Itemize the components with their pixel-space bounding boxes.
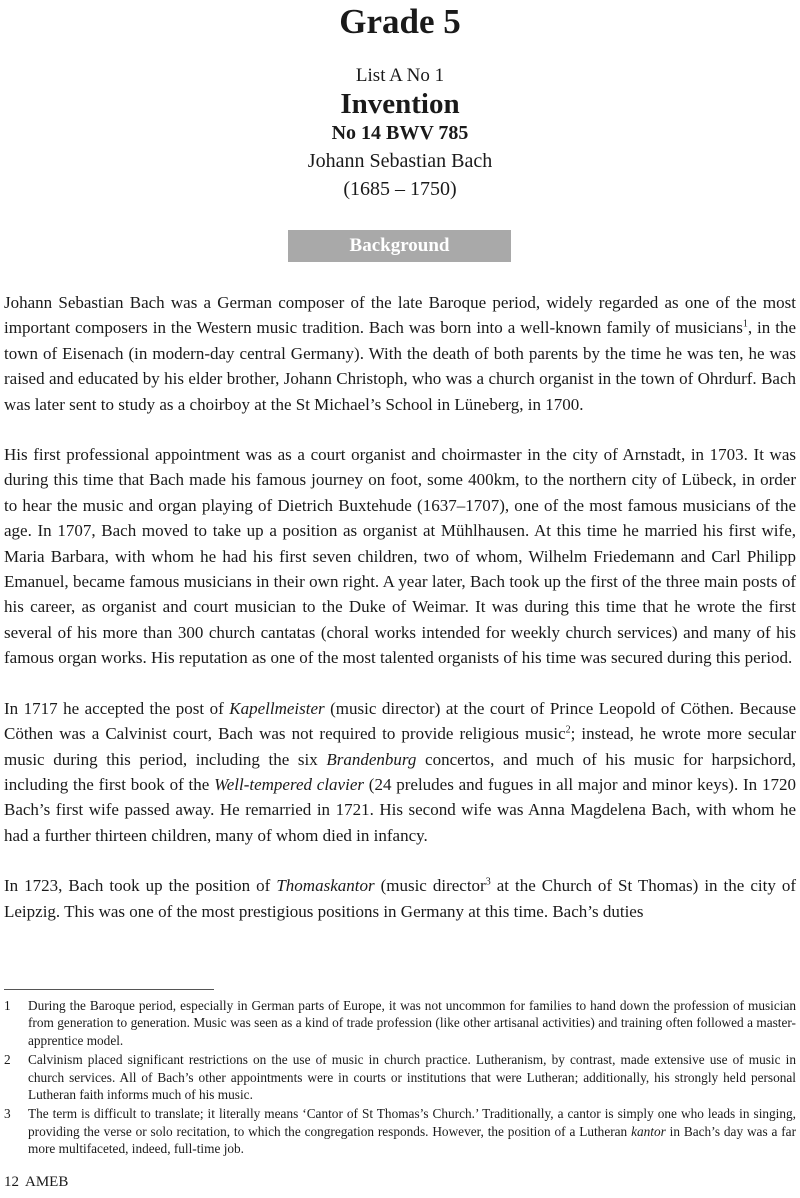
paragraph-text: (24 preludes and fugues in all major and minor keys). In 1720 Bach’s first wife passed away. He remarried in 1721. His second wife was Anna Magdelena Bach, with whom he had a further thirteen children, many of whom died in infancy. <box>4 774 796 845</box>
footnote-number: 1 <box>4 998 11 1013</box>
footnote-1 <box>4 997 796 1049</box>
section-banner-background: Background <box>288 230 511 262</box>
footnote-text: Calvinism placed significant restrictions on the use of music in church practice. Lutheranism, by contrast, made extensive use of music in church services. All of Bach’s other appointments were in courts or institutions that were Lutheran; additionally, his strongly held personal Lutheran faith informs much of his music. <box>28 1052 796 1103</box>
paragraph-text: (music director) at the court of Prince Leopold of Cöthen. Because Cöthen was a Calvinist court, Bach was not required to provide religious music <box>4 698 796 744</box>
footnote-ref-2: 2 <box>565 724 571 736</box>
page-footer <box>4 1172 68 1192</box>
page-number: 12 <box>4 1174 19 1190</box>
paragraph-text: In 1717 he accepted the post of <box>4 698 230 718</box>
paragraph-text: , in the town of Eisenach (in modern-day central Germany). With the death of both parents by the time he was ten, he was raised and educated by his elder brother, Johann Christoph, who was a church organist in the town of Ohrdurf. Bach was later sent to study as a choirboy at the St Michael’s School in Lüneberg, in 1700. <box>4 318 796 414</box>
footnote-ref-1: 1 <box>742 318 748 330</box>
paragraph-text: at the Church of St Thomas) in the city of Leipzig. This was one of the most prestigious positions in Germany at this time. Bach’s duties <box>4 876 796 921</box>
paragraph-text: (music director <box>374 876 486 896</box>
footnote-number: 3 <box>4 1106 11 1122</box>
paragraph-1 <box>4 290 796 417</box>
term-kapellmeister: Kapellmeister <box>229 698 325 718</box>
footnote-text-part: in Bach’s day was a far more multifaceted, indeed, full-time job. <box>28 1123 796 1157</box>
catalog-number: No 14 BWV 785 <box>331 122 469 144</box>
list-number: List A No 1 <box>355 65 445 86</box>
term-brandenburg: Brandenburg <box>326 749 417 769</box>
paragraph-text: Johann Sebastian Bach was a German composer of the late Baroque period, widely regarded as one of the most important composers in the Western music tradition. Bach was born into a well-known family of musicians <box>4 293 796 338</box>
composer-name: Johann Sebastian Bach <box>307 150 493 172</box>
term-kantor: kantor <box>631 1123 666 1139</box>
composer-dates: (1685 – 1750) <box>343 178 457 200</box>
term-well-tempered-clavier: Well-tempered clavier <box>214 774 364 794</box>
term-thomaskantor: Thomaskantor <box>276 876 375 896</box>
paragraph-2: His first professional appointment was as a court organist and choirmaster in the city of Arnstadt, in 1703. It was during this time that Bach made his famous journey on foot, some 400km, to the northern city of Lübeck, in order to hear the music and organ playing of Dietrich Buxtehude (1637–1707), one of the most famous musicians of the age. In 1707, Bach moved to take up a position as organist at Mühlhausen. At this time he married his first wife, Maria Barbara, with whom he had his first seven children, two of whom, Wilhelm Friedemann and Carl Philipp Emanuel, became famous musicians in their own right. A year later, Bach took up the first of the three main posts of his career, as organist and court musician to the Duke of Weimar. It was during this time that he wrote the first several of his more than 300 church cantatas (choral works intended for weekly church services) and many of his famous organ works. His reputation as one of the most talented organists of his time was secured during this period. <box>4 445 796 668</box>
body-text <box>4 290 796 924</box>
paragraph-4 <box>4 873 796 924</box>
piece-title: Invention <box>340 88 460 120</box>
footnote-divider <box>4 989 214 990</box>
piece-header <box>0 64 800 203</box>
footnote-ref-3: 3 <box>485 876 491 888</box>
footnote-text-part: The term is difficult to translate; it literally means ‘Cantor of St Thomas’s Church.’ Traditionally, a cantor is simply one who leads in singing, providing the verse or solo recitation, to which the congregation responds. However, the position of a Lutheran <box>28 1106 796 1139</box>
footnote-2 <box>4 1051 796 1103</box>
paragraph-text: ; instead, he wrote more secular music during this period, including the six <box>4 724 796 769</box>
paragraph-text: concertos, and much of his music for harpsichord, including the first book of the <box>4 749 796 794</box>
footnote-3 <box>4 1105 796 1157</box>
publisher-name: AMEB <box>25 1174 69 1190</box>
footnote-number: 2 <box>4 1052 11 1068</box>
footnotes <box>4 997 796 1160</box>
footnote-text <box>28 1105 796 1157</box>
paragraph-text: In 1723, Bach took up the position of <box>4 876 277 896</box>
paragraph-3 <box>4 696 796 848</box>
footnote-text: During the Baroque period, especially in German parts of Europe, it was not uncommon for families to hand down the profession of musician from generation to generation. Music was seen as a kind of trade profession (like other artisanal activities) and training often followed a master-apprentice model. <box>28 998 796 1048</box>
grade-heading: Grade 5 <box>339 2 461 41</box>
